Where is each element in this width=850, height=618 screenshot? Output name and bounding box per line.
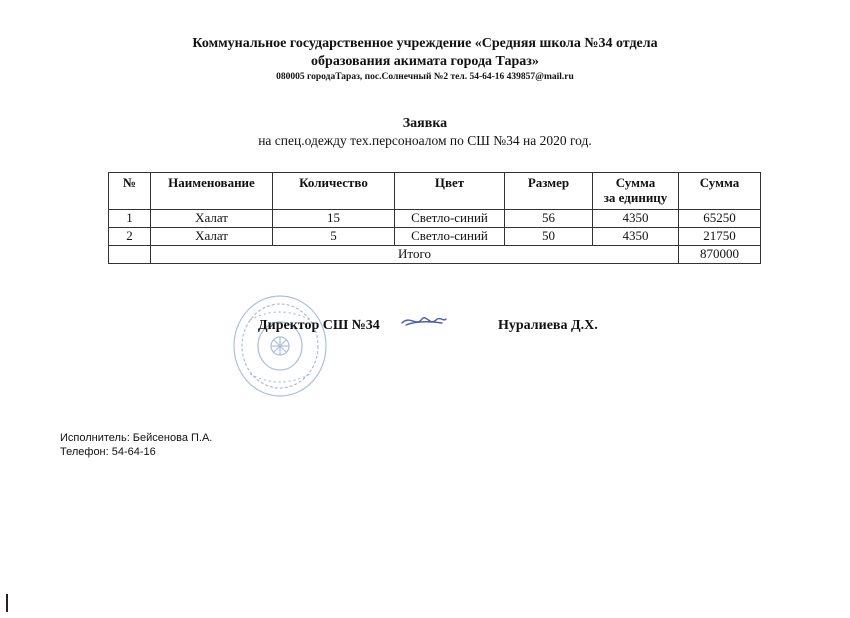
document-title: Заявка	[402, 116, 448, 131]
header-color: Цвет	[395, 173, 505, 210]
executor-phone: Телефон: 54-64-16	[60, 446, 156, 458]
header-unit-sum	[593, 173, 679, 210]
cell-name: Халат	[151, 210, 273, 228]
cell-sum: 21750	[679, 228, 761, 246]
cell-name: Халат	[151, 228, 273, 246]
cell-num: 2	[109, 228, 151, 246]
header-size: Размер	[505, 173, 593, 210]
cell-qty: 15	[273, 210, 395, 228]
cell-qty: 5	[273, 228, 395, 246]
organization-name-line1: Коммунальное государственное учреждение «Средняя школа №34 отдела	[192, 36, 658, 51]
cell-size: 56	[505, 210, 593, 228]
cell-total-label: Итого	[151, 246, 679, 264]
organization-name-line2: образования акимата города Тараз»	[311, 54, 539, 69]
signatory-name: Нуралиева Д.Х.	[498, 318, 598, 333]
cell-total-value: 870000	[679, 246, 761, 264]
official-stamp	[230, 290, 330, 400]
table-total-row	[109, 246, 761, 264]
scan-edge-mark	[6, 594, 8, 612]
header-unit-sum-line2: за единицу	[603, 190, 668, 205]
cell-unit-price: 4350	[593, 210, 679, 228]
signature-position: Директор СШ №34	[258, 318, 380, 333]
request-table	[108, 172, 761, 264]
table-header-row	[109, 173, 761, 210]
cell-color: Светло-синий	[395, 228, 505, 246]
header-unit-sum-line1: Сумма	[615, 175, 656, 190]
header-name: Наименование	[151, 173, 273, 210]
table-row	[109, 210, 761, 228]
cell-num: 1	[109, 210, 151, 228]
handwritten-signature	[400, 311, 448, 331]
cell-total-empty	[109, 246, 151, 264]
cell-unit-price: 4350	[593, 228, 679, 246]
document-subtitle: на спец.одежду тех.персоноалом по СШ №34 на 2020 год.	[258, 133, 592, 148]
executor-line: Исполнитель: Бейсенова П.А.	[60, 432, 213, 444]
header-num: №	[109, 173, 151, 210]
cell-sum: 65250	[679, 210, 761, 228]
header-sum: Сумма	[679, 173, 761, 210]
organization-address: 080005 городаТараз, пос.Солнечный №2 тел. 54-64-16 439857@mail.ru	[276, 72, 574, 82]
cell-size: 50	[505, 228, 593, 246]
header-qty: Количество	[273, 173, 395, 210]
table-row	[109, 228, 761, 246]
cell-color: Светло-синий	[395, 210, 505, 228]
